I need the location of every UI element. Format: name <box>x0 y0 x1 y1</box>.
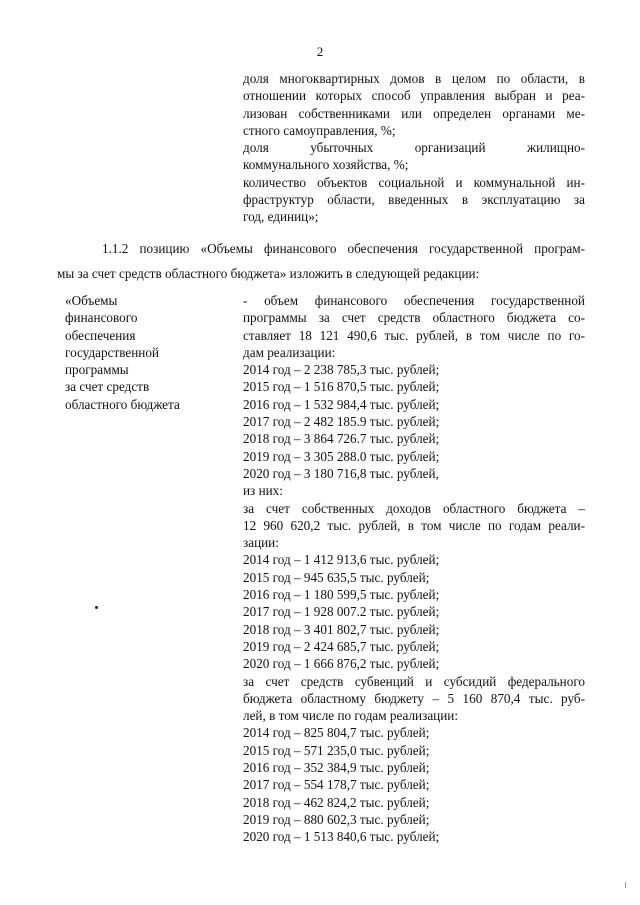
funding-line: 2018 год – 462 824,2 тыс. рублей; <box>243 794 430 810</box>
page-number: 2 <box>316 44 324 59</box>
position-title-line: областного бюджета <box>65 396 180 412</box>
position-title-line: государственной <box>65 344 159 360</box>
funding-line: 2018 год – 3 864 726.7 тыс. рублей; <box>243 431 440 447</box>
funding-line: 2020 год – 1 666 876,2 тыс. рублей; <box>243 656 440 672</box>
text-line: стного самоуправления, %; <box>243 122 396 138</box>
funding-line: 2016 год – 1 532 984,4 тыс. рублей; <box>243 396 440 412</box>
funding-line: 2018 год – 3 401 802,7 тыс. рублей; <box>243 621 440 637</box>
funding-details-column <box>243 292 585 846</box>
funding-line: зации: <box>243 535 279 551</box>
funding-line: из них: <box>243 483 283 499</box>
text-line: коммунального хозяйства, %; <box>243 157 409 173</box>
funding-line: 2016 год – 1 180 599,5 тыс. рублей; <box>243 587 440 603</box>
position-title-column <box>65 292 235 413</box>
funding-line: 2015 год – 1 516 870,5 тыс. рублей; <box>243 379 440 395</box>
funding-line: дам реализации: <box>243 344 336 360</box>
funding-line: 2017 год – 2 482 185.9 тыс. рублей; <box>243 414 440 430</box>
funding-line: 2020 год – 3 180 716,8 тыс. рублей, <box>243 465 439 481</box>
text-line: год, единиц»; <box>243 209 319 225</box>
funding-line: бюджета областному бюджету – 5 160 870,4 тыс. руб- <box>243 690 585 706</box>
funding-line: 2016 год – 352 384,9 тыс. рублей; <box>243 760 430 776</box>
funding-line: ставляет 18 121 490,6 тыс. рублей, в том числе по го- <box>243 327 585 343</box>
paragraph-line: 1.1.2 позицию «Объемы финансового обеспечения государственной програм- <box>102 241 585 256</box>
funding-line: 2015 год – 571 235,0 тыс. рублей; <box>243 742 430 758</box>
funding-line: 2019 год – 3 305 288.0 тыс. рублей; <box>243 448 440 464</box>
funding-line: лей, в том числе по годам реализации: <box>243 708 459 724</box>
funding-line: 2017 год – 1 928 007.2 тыс. рублей; <box>243 604 440 620</box>
text-line: лизован собственниками или определен органами ме- <box>243 105 585 121</box>
scan-edge-mark <box>625 882 626 888</box>
amendment-paragraph <box>57 236 585 286</box>
funding-line: 12 960 620,2 тыс. рублей, в том числе по годам реали- <box>243 517 585 533</box>
position-title-line: «Объемы <box>65 293 118 308</box>
funding-line: 2014 год – 825 804,7 тыс. рублей; <box>243 725 430 741</box>
funding-line: 2019 год – 880 602,3 тыс. рублей; <box>243 811 430 827</box>
funding-line: 2014 год – 2 238 785,3 тыс. рублей; <box>243 362 440 378</box>
funding-line: - объем финансового обеспечения государственной <box>243 293 585 308</box>
text-line: доля убыточных организаций жилищно- <box>243 140 585 156</box>
funding-line: 2014 год – 1 412 913,6 тыс. рублей; <box>243 552 440 568</box>
position-title-line: программы <box>65 362 129 378</box>
paragraph-line: мы за счет средств областного бюджета» изложить в следующей редакции: <box>57 266 480 281</box>
funding-line: за счет собственных доходов областного бюджета – <box>243 500 585 516</box>
funding-line: 2017 год – 554 178,7 тыс. рублей; <box>243 777 430 793</box>
funding-line: за счет средств субвенций и субсидий федерального <box>243 673 585 689</box>
text-line: доля многоквартирных домов в целом по области, в <box>243 71 585 86</box>
funding-line: 2015 год – 945 635,5 тыс. рублей; <box>243 569 430 585</box>
position-title-line: обеспечения <box>65 327 136 343</box>
position-title-line: за счет средств <box>65 379 150 395</box>
funding-line: программы за счет средств областного бюджета со- <box>243 310 585 326</box>
text-line: фраструктур области, введенных в эксплуатацию за <box>243 192 585 208</box>
funding-line: 2019 год – 2 424 685,7 тыс. рублей; <box>243 638 440 654</box>
text-line: отношении которых способ управления выбран и реа- <box>243 88 585 104</box>
text-line: количество объектов социальной и коммунальной ин- <box>243 174 585 190</box>
scan-dot-mark <box>95 606 98 609</box>
top-text-block <box>243 70 585 226</box>
position-title-line: финансового <box>65 310 138 326</box>
funding-line: 2020 год – 1 513 840,6 тыс. рублей; <box>243 829 440 845</box>
